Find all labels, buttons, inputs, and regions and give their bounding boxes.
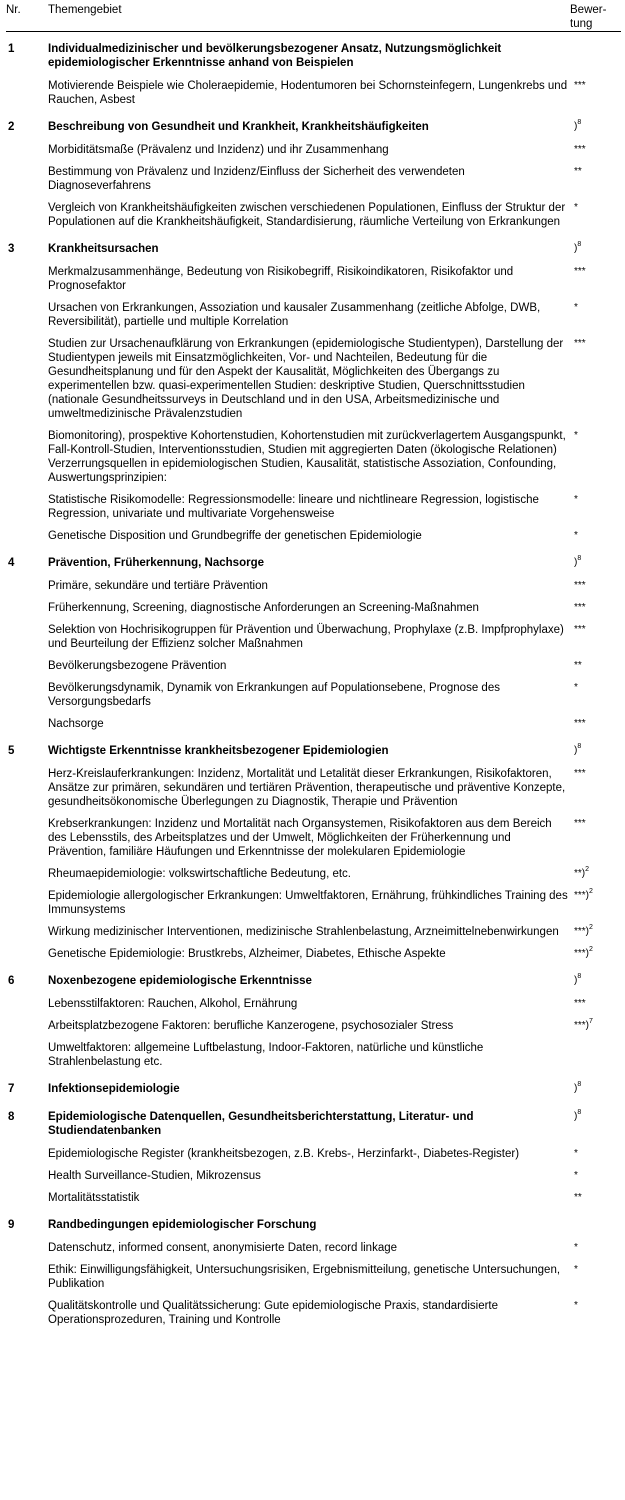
row-number (6, 1142, 48, 1164)
table-row (6, 574, 621, 596)
table-row (6, 654, 621, 676)
table-row (6, 812, 621, 862)
row-number: 8 (8, 1111, 15, 1123)
rating-value: *** (574, 144, 586, 155)
table-row (6, 260, 621, 296)
section-row (6, 110, 621, 138)
row-number: 5 (8, 745, 15, 757)
section-title: Epidemiologische Datenquellen, Gesundheitsberichterstattung, Literatur- und Studiendatenbanken (48, 1111, 474, 1137)
topic-text: Arbeitsplatzbezogene Faktoren: berufliche Kanzerogene, psychosozialer Stress (48, 1020, 454, 1032)
table-row (6, 1294, 621, 1330)
row-number (6, 654, 48, 676)
rating-cell (570, 942, 621, 964)
section-row (6, 1072, 621, 1100)
row-number (6, 488, 48, 524)
header-rating-line2: tung (570, 18, 593, 30)
rating-cell (570, 762, 621, 812)
table-row (6, 1036, 621, 1072)
row-number (6, 920, 48, 942)
rating-value: *** (574, 580, 586, 591)
table-row (6, 762, 621, 812)
rating-cell (570, 110, 621, 138)
section-title: Individualmedizinischer und bevölkerungsbezogener Ansatz, Nutzungsmöglichkeit epidemiologischer Erkenntnisse anhand von Beispielen (48, 43, 502, 69)
rating-value: **) (574, 868, 586, 879)
row-number (6, 1014, 48, 1036)
table-row (6, 862, 621, 884)
rating-value: * (574, 682, 578, 693)
header-rating-line1: Bewer- (570, 4, 607, 16)
table-row (6, 920, 621, 942)
row-number (6, 1294, 48, 1330)
row-number (6, 1036, 48, 1072)
row-number (6, 712, 48, 734)
topic-text: Umweltfaktoren: allgemeine Luftbelastung, Indoor-Faktoren, natürliche und künstliche Strahlenbelastung etc. (48, 1042, 484, 1068)
rating-cell (570, 1142, 621, 1164)
footnote-ref: 2 (585, 866, 590, 873)
rating-cell (570, 812, 621, 862)
rating-value: *** (574, 624, 586, 635)
topic-text: Ethik: Einwilligungsfähigkeit, Untersuchungsrisiken, Ergebnismitteilung, genetische Untersuchungen, Publikation (48, 1264, 561, 1290)
rating-cell (570, 1208, 621, 1236)
table-body (6, 32, 621, 1331)
table-row (6, 424, 621, 488)
row-number (6, 574, 48, 596)
rating-cell (570, 862, 621, 884)
rating-value: ** (574, 660, 582, 671)
section-row (6, 32, 621, 75)
table-row (6, 618, 621, 654)
section-title: Prävention, Früherkennung, Nachsorge (48, 557, 264, 569)
rating-cell (570, 138, 621, 160)
topic-text: Lebensstilfaktoren: Rauchen, Alkohol, Ernährung (48, 998, 298, 1010)
rating-cell (570, 1186, 621, 1208)
topic-text: Bestimmung von Prävalenz und Inzidenz/Einfluss der Sicherheit des verwendeten Diagnoseverfahrens (48, 166, 465, 192)
rating-cell (570, 160, 621, 196)
footnote-ref: 8 (577, 973, 582, 980)
rating-value: * (574, 1300, 578, 1311)
row-number: 2 (8, 121, 15, 133)
rating-value: * (574, 1242, 578, 1253)
rating-cell (570, 546, 621, 574)
table-row (6, 712, 621, 734)
table-row (6, 524, 621, 546)
row-number (6, 618, 48, 654)
rating-value: *** (574, 266, 586, 277)
row-number (6, 296, 48, 332)
row-number (6, 596, 48, 618)
section-title: Wichtigste Erkenntnisse krankheitsbezogener Epidemiologien (48, 745, 389, 757)
table-row (6, 992, 621, 1014)
topic-text: Statistische Risikomodelle: Regressionsmodelle: lineare und nichtlineare Regression, logistische Regression, univariate und multivariate Vorgehensweise (48, 494, 539, 520)
rating-value: *** (574, 718, 586, 729)
rating-cell (570, 1164, 621, 1186)
rating-cell (570, 1258, 621, 1294)
row-number: 9 (8, 1219, 15, 1231)
topic-text: Epidemiologie allergologischer Erkrankungen: Umweltfaktoren, Ernährung, frühkindliches Training des Immunsystems (48, 890, 568, 916)
rating-value: ***) (574, 890, 590, 901)
row-number (6, 138, 48, 160)
topic-text: Bevölkerungsdynamik, Dynamik von Erkrankungen auf Populationsebene, Prognose des Versorgungsbedarfs (48, 682, 500, 708)
row-number: 6 (8, 975, 15, 987)
rating-value: ) (574, 745, 578, 756)
table-row (6, 488, 621, 524)
table-row (6, 196, 621, 232)
rating-cell (570, 618, 621, 654)
table-row (6, 1186, 621, 1208)
section-title: Infektionsepidemiologie (48, 1083, 180, 1095)
section-row (6, 1100, 621, 1142)
topic-text: Studien zur Ursachenaufklärung von Erkrankungen (epidemiologische Studientypen), Darstellung der Studientypen jeweils mit Einsatzmöglichkeiten, Vor- und Nachteilen, Bedeutung für die Gesundheitsplanung und für den Aspekt der Kausalität, Möglichkeiten des Übergangs zu experimentellen bzw. quasi-experimentellen Studien: deskriptive Studien, Querschnittsstudien (nationale Gesundheitssurveys in Deutschland und in den USA, Arbeitsmedizinische und umweltmedizinische Prävalenzstudien (48, 338, 564, 420)
rating-cell (570, 296, 621, 332)
rating-value: ) (574, 975, 578, 986)
table-row (6, 74, 621, 110)
topic-text: Herz-Kreislauferkrankungen: Inzidenz, Mortalität und Letalität dieser Erkrankungen, Risikofaktoren, Ansätze zur primären, sekundären und tertiären Prävention, therapeutische und präventive Konzepte, gesundheitsökonomische Überlegungen zu Diagnostik, Therapie und Prävention (48, 768, 566, 808)
footnote-ref: 2 (589, 888, 593, 895)
section-row (6, 232, 621, 260)
rating-value: *** (574, 768, 586, 779)
footnote-ref: 8 (577, 241, 582, 248)
topic-text: Motivierende Beispiele wie Choleraepidemie, Hodentumoren bei Schornsteinfegern, Lungenkrebs und Rauchen, Asbest (48, 80, 568, 106)
table-row (6, 332, 621, 424)
row-number (6, 1236, 48, 1258)
table-row (6, 884, 621, 920)
rating-value: * (574, 530, 578, 541)
table-row (6, 1142, 621, 1164)
rating-value: * (574, 202, 578, 213)
rating-cell (570, 1036, 621, 1072)
rating-cell (570, 574, 621, 596)
rating-value: *** (574, 998, 586, 1009)
rating-cell (570, 1072, 621, 1100)
topic-text: Genetische Epidemiologie: Brustkrebs, Alzheimer, Diabetes, Ethische Aspekte (48, 948, 446, 960)
rating-cell (570, 232, 621, 260)
row-number (6, 332, 48, 424)
rating-value: ) (574, 1083, 578, 1094)
rating-value: * (574, 1264, 578, 1275)
rating-cell (570, 260, 621, 296)
rating-value: ) (574, 557, 578, 568)
topic-text: Krebserkrankungen: Inzidenz und Mortalität nach Organsystemen, Risikofaktoren aus dem Bereich des Lebensstils, des Arbeitsplatzes und der Umwelt, Möglichkeiten der Früherkennung und Prävention, familiäre Häufungen und Erkenntnisse der molekularen Epidemiologie (48, 818, 552, 858)
rating-cell (570, 712, 621, 734)
row-number (6, 812, 48, 862)
rating-cell (570, 332, 621, 424)
topic-text: Epidemiologische Register (krankheitsbezogen, z.B. Krebs-, Herzinfarkt-, Diabetes-Register) (48, 1148, 520, 1160)
table-row (6, 296, 621, 332)
topic-text: Primäre, sekundäre und tertiäre Prävention (48, 580, 268, 592)
topic-text: Mortalitätsstatistik (48, 1192, 140, 1204)
section-row (6, 734, 621, 762)
topic-text: Datenschutz, informed consent, anonymisierte Daten, record linkage (48, 1242, 398, 1254)
row-number (6, 524, 48, 546)
row-number (6, 1258, 48, 1294)
rating-value: ) (574, 1111, 578, 1122)
topic-text: Vergleich von Krankheitshäufigkeiten zwischen verschiedenen Populationen, Einfluss der Struktur der Populationen auf die Krankheitshäufigkeit, Standardisierung, räumliche Verteilung von Erkrankungen (48, 202, 566, 228)
table-row (6, 1258, 621, 1294)
topic-text: Früherkennung, Screening, diagnostische Anforderungen an Screening-Maßnahmen (48, 602, 479, 614)
table-row (6, 942, 621, 964)
header-nr: Nr. (6, 4, 21, 16)
footnote-ref: 8 (577, 1081, 582, 1088)
row-number (6, 942, 48, 964)
topic-text: Nachsorge (48, 718, 104, 730)
section-title: Krankheitsursachen (48, 243, 159, 255)
footnote-ref: 8 (577, 555, 582, 562)
topic-text: Biomonitoring), prospektive Kohortenstudien, Kohortenstudien mit zurückverlagertem Ausgangspunkt, Fall-Kontroll-Studien, Interventionsstudien, Studien mit aggregierten Daten (ökologische Relationen) Verzerrungsquellen in epidemiologischen Studien, Kausalität, statistische Assoziation, Confounding, Auswertungsprinzipien: (48, 430, 566, 484)
topic-text: Merkmalzusammenhänge, Bedeutung von Risikobegriff, Risikoindikatoren, Risikofaktor und Prognosefaktor (48, 266, 514, 292)
rating-value: *** (574, 602, 586, 613)
row-number (6, 762, 48, 812)
rating-cell (570, 196, 621, 232)
topic-text: Genetische Disposition und Grundbegriffe der genetischen Epidemiologie (48, 530, 422, 542)
header-topic: Themengebiet (48, 4, 122, 16)
topic-table (6, 0, 621, 1330)
rating-cell (570, 676, 621, 712)
rating-cell (570, 424, 621, 488)
row-number: 7 (8, 1083, 15, 1095)
rating-cell (570, 1014, 621, 1036)
rating-value: ) (574, 121, 578, 132)
rating-value: * (574, 1170, 578, 1181)
topic-text: Wirkung medizinischer Interventionen, medizinische Strahlenbelastung, Arzneimittelnebenwirkungen (48, 926, 559, 938)
row-number (6, 1186, 48, 1208)
rating-value: ** (574, 1192, 582, 1203)
rating-cell (570, 992, 621, 1014)
rating-value: ***) (574, 948, 590, 959)
footnote-ref: 2 (589, 924, 593, 931)
rating-cell (570, 920, 621, 942)
section-row (6, 1208, 621, 1236)
rating-cell (570, 488, 621, 524)
footnote-ref: 8 (577, 119, 582, 126)
topic-text: Morbiditätsmaße (Prävalenz und Inzidenz) und ihr Zusammenhang (48, 144, 389, 156)
rating-cell (570, 74, 621, 110)
rating-value: * (574, 494, 578, 505)
row-number: 1 (8, 43, 15, 55)
row-number (6, 862, 48, 884)
row-number (6, 1164, 48, 1186)
rating-value: ** (574, 166, 582, 177)
row-number: 4 (8, 557, 15, 569)
row-number (6, 196, 48, 232)
rating-cell (570, 1100, 621, 1142)
table-row (6, 1236, 621, 1258)
rating-cell (570, 964, 621, 992)
row-number (6, 74, 48, 110)
topic-text: Qualitätskontrolle und Qualitätssicherung: Gute epidemiologische Praxis, standardisierte Operationsprozeduren, Training und Kontrolle (48, 1300, 499, 1326)
table-row (6, 596, 621, 618)
rating-cell (570, 596, 621, 618)
section-title: Noxenbezogene epidemiologische Erkenntnisse (48, 975, 312, 987)
topic-text: Rheumaepidemiologie: volkswirtschaftliche Bedeutung, etc. (48, 868, 351, 880)
table-row (6, 676, 621, 712)
topic-text: Bevölkerungsbezogene Prävention (48, 660, 227, 672)
rating-cell (570, 1294, 621, 1330)
table-row (6, 1014, 621, 1036)
section-row (6, 964, 621, 992)
topic-text: Health Surveillance-Studien, Mikrozensus (48, 1170, 261, 1182)
rating-value: *** (574, 338, 586, 349)
row-number (6, 992, 48, 1014)
table-header-row (6, 0, 621, 32)
row-number (6, 260, 48, 296)
rating-cell (570, 734, 621, 762)
rating-value: * (574, 430, 578, 441)
footnote-ref: 2 (589, 946, 593, 953)
footnote-ref: 8 (577, 743, 582, 750)
row-number: 3 (8, 243, 15, 255)
row-number (6, 884, 48, 920)
rating-value: * (574, 1148, 578, 1159)
row-number (6, 676, 48, 712)
header-rating (570, 0, 621, 32)
rating-cell (570, 32, 621, 75)
row-number (6, 160, 48, 196)
rating-value: ***) (574, 926, 590, 937)
table-row (6, 160, 621, 196)
rating-cell (570, 1236, 621, 1258)
table-row (6, 138, 621, 160)
topic-text: Ursachen von Erkrankungen, Assoziation und kausaler Zusammenhang (zeitliche Abfolge, DWB, Reversibilität), partielle und multiple Korrelation (48, 302, 541, 328)
row-number (6, 424, 48, 488)
rating-value: *** (574, 818, 586, 829)
table-row (6, 1164, 621, 1186)
topic-text: Selektion von Hochrisikogruppen für Prävention und Überwachung, Prophylaxe (z.B. Impfprophylaxe) und Beurteilung der Effizienz solcher Maßnahmen (48, 624, 564, 650)
section-title: Beschreibung von Gesundheit und Krankheit, Krankheitshäufigkeiten (48, 121, 429, 133)
section-row (6, 546, 621, 574)
rating-value: *** (574, 80, 586, 91)
rating-cell (570, 884, 621, 920)
rating-value: * (574, 302, 578, 313)
footnote-ref: 8 (577, 1109, 582, 1116)
rating-cell (570, 654, 621, 676)
footnote-ref: 7 (589, 1018, 593, 1025)
rating-value: ) (574, 243, 578, 254)
section-title: Randbedingungen epidemiologischer Forschung (48, 1219, 317, 1231)
rating-cell (570, 524, 621, 546)
rating-value: ***) (574, 1020, 590, 1031)
